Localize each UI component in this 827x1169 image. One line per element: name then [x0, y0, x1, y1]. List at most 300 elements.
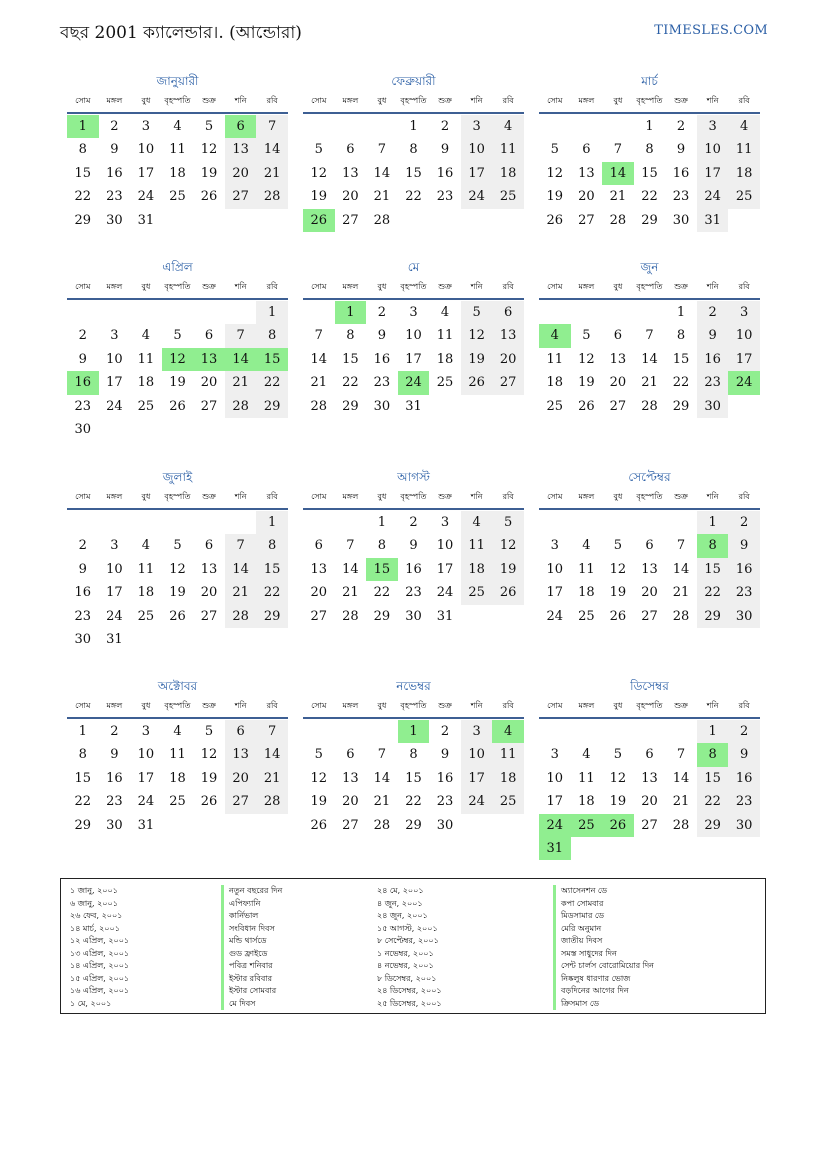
day-cell[interactable]: 22: [74, 189, 92, 205]
holiday-day-cell[interactable]: 26: [303, 209, 335, 232]
day-cell[interactable]: 20: [200, 585, 218, 601]
day-cell[interactable]: 24: [697, 185, 729, 208]
holiday-day-cell[interactable]: 6: [225, 115, 257, 138]
day-cell[interactable]: 16: [74, 585, 92, 601]
day-cell[interactable]: 2: [110, 724, 119, 739]
day-cell[interactable]: 28: [256, 790, 288, 813]
day-cell[interactable]: 22: [697, 581, 729, 604]
day-cell[interactable]: 7: [676, 747, 686, 763]
holiday-day-cell[interactable]: 16: [67, 371, 99, 394]
day-cell[interactable]: 17: [461, 162, 493, 185]
day-cell[interactable]: 14: [672, 561, 690, 577]
day-cell[interactable]: 21: [373, 189, 391, 205]
day-cell[interactable]: 8: [409, 747, 418, 763]
day-cell[interactable]: 15: [672, 351, 690, 367]
day-cell[interactable]: 30: [697, 395, 729, 418]
day-cell[interactable]: 5: [173, 538, 182, 554]
day-cell[interactable]: 31: [137, 817, 155, 833]
day-cell[interactable]: 20: [492, 348, 524, 371]
day-cell[interactable]: 25: [436, 375, 454, 391]
day-cell[interactable]: 20: [310, 585, 328, 601]
day-cell[interactable]: 25: [137, 608, 155, 624]
day-cell[interactable]: 19: [492, 558, 524, 581]
day-cell[interactable]: 30: [74, 421, 92, 437]
day-cell[interactable]: 18: [546, 375, 564, 391]
day-cell[interactable]: 14: [672, 770, 690, 786]
holiday-day-cell[interactable]: 15: [366, 558, 398, 581]
day-cell[interactable]: 6: [204, 328, 214, 344]
day-cell[interactable]: 13: [641, 561, 658, 577]
day-cell[interactable]: 1: [697, 511, 729, 534]
day-cell[interactable]: 9: [409, 538, 418, 554]
day-cell[interactable]: 27: [310, 608, 328, 624]
day-cell[interactable]: 2: [409, 515, 418, 530]
day-cell[interactable]: 1: [78, 724, 87, 739]
holiday-day-cell[interactable]: 14: [602, 162, 634, 185]
day-cell[interactable]: 29: [256, 605, 288, 628]
day-cell[interactable]: 10: [728, 324, 760, 347]
day-cell[interactable]: 2: [377, 305, 387, 320]
day-cell[interactable]: 7: [377, 142, 387, 158]
day-cell[interactable]: 10: [461, 743, 493, 766]
day-cell[interactable]: 20: [609, 375, 627, 391]
day-cell[interactable]: 17: [546, 585, 564, 601]
day-cell[interactable]: 28: [225, 605, 257, 628]
holiday-day-cell[interactable]: 31: [539, 837, 571, 860]
day-cell[interactable]: 8: [377, 538, 387, 554]
day-cell[interactable]: 6: [492, 301, 524, 324]
day-cell[interactable]: 29: [697, 605, 729, 628]
day-cell[interactable]: 13: [641, 770, 658, 786]
day-cell[interactable]: 24: [137, 794, 155, 810]
day-cell[interactable]: 15: [697, 558, 729, 581]
day-cell[interactable]: 2: [78, 328, 87, 344]
day-cell[interactable]: 10: [436, 538, 454, 554]
day-cell[interactable]: 4: [492, 115, 524, 138]
day-cell[interactable]: 2: [728, 511, 760, 534]
day-cell[interactable]: 5: [550, 142, 559, 158]
day-cell[interactable]: 11: [436, 328, 454, 344]
day-cell[interactable]: 13: [342, 165, 359, 181]
day-cell[interactable]: 6: [346, 142, 355, 158]
day-cell[interactable]: 11: [169, 142, 186, 158]
day-cell[interactable]: 14: [256, 743, 288, 766]
day-cell[interactable]: 7: [256, 115, 288, 138]
day-cell[interactable]: 3: [461, 720, 493, 743]
day-cell[interactable]: 25: [461, 581, 493, 604]
day-cell[interactable]: 18: [492, 767, 524, 790]
day-cell[interactable]: 6: [346, 747, 355, 763]
day-cell[interactable]: 9: [78, 351, 87, 367]
day-cell[interactable]: 30: [672, 212, 690, 228]
day-cell[interactable]: 23: [728, 790, 760, 813]
day-cell[interactable]: 17: [106, 585, 123, 601]
day-cell[interactable]: 11: [137, 351, 155, 367]
day-cell[interactable]: 21: [225, 581, 257, 604]
day-cell[interactable]: 22: [697, 790, 729, 813]
day-cell[interactable]: 25: [492, 790, 524, 813]
day-cell[interactable]: 2: [728, 720, 760, 743]
day-cell[interactable]: 24: [106, 608, 123, 624]
day-cell[interactable]: 27: [225, 790, 257, 813]
day-cell[interactable]: 15: [405, 165, 422, 181]
day-cell[interactable]: 18: [578, 585, 595, 601]
day-cell[interactable]: 23: [74, 608, 92, 624]
holiday-day-cell[interactable]: 8: [697, 534, 729, 557]
day-cell[interactable]: 7: [613, 142, 623, 158]
day-cell[interactable]: 26: [169, 608, 186, 624]
day-cell[interactable]: 19: [200, 770, 218, 786]
holiday-day-cell[interactable]: 14: [225, 348, 257, 371]
day-cell[interactable]: 10: [546, 770, 564, 786]
day-cell[interactable]: 6: [204, 538, 214, 554]
day-cell[interactable]: 30: [436, 817, 454, 833]
day-cell[interactable]: 29: [672, 398, 690, 414]
day-cell[interactable]: 14: [225, 558, 257, 581]
day-cell[interactable]: 24: [461, 790, 493, 813]
day-cell[interactable]: 30: [74, 631, 92, 647]
day-cell[interactable]: 8: [256, 324, 288, 347]
day-cell[interactable]: 16: [373, 351, 391, 367]
day-cell[interactable]: 1: [645, 119, 654, 134]
day-cell[interactable]: 9: [377, 328, 387, 344]
day-cell[interactable]: 20: [641, 585, 658, 601]
day-cell[interactable]: 24: [546, 608, 564, 624]
day-cell[interactable]: 20: [342, 794, 359, 810]
day-cell[interactable]: 8: [676, 328, 686, 344]
day-cell[interactable]: 4: [728, 115, 760, 138]
day-cell[interactable]: 16: [728, 558, 760, 581]
day-cell[interactable]: 20: [342, 189, 359, 205]
day-cell[interactable]: 5: [204, 119, 214, 134]
day-cell[interactable]: 21: [373, 794, 391, 810]
day-cell[interactable]: 6: [645, 747, 654, 763]
day-cell[interactable]: 3: [110, 538, 119, 554]
day-cell[interactable]: 22: [405, 189, 422, 205]
day-cell[interactable]: 7: [314, 328, 323, 344]
day-cell[interactable]: 15: [256, 558, 288, 581]
day-cell[interactable]: 14: [342, 561, 359, 577]
day-cell[interactable]: 17: [405, 351, 422, 367]
day-cell[interactable]: 10: [106, 351, 123, 367]
day-cell[interactable]: 18: [436, 351, 454, 367]
day-cell[interactable]: 12: [546, 165, 564, 181]
day-cell[interactable]: 15: [697, 767, 729, 790]
day-cell[interactable]: 11: [492, 138, 524, 161]
holiday-day-cell[interactable]: 1: [67, 115, 99, 138]
day-cell[interactable]: 5: [582, 328, 591, 344]
day-cell[interactable]: 5: [314, 747, 323, 763]
day-cell[interactable]: 31: [137, 212, 155, 228]
day-cell[interactable]: 24: [106, 398, 123, 414]
day-cell[interactable]: 28: [672, 608, 690, 624]
day-cell[interactable]: 20: [200, 375, 218, 391]
day-cell[interactable]: 16: [436, 165, 454, 181]
day-cell[interactable]: 9: [110, 747, 119, 763]
day-cell[interactable]: 20: [641, 794, 658, 810]
day-cell[interactable]: 26: [200, 189, 218, 205]
day-cell[interactable]: 3: [550, 747, 559, 763]
day-cell[interactable]: 18: [578, 794, 595, 810]
day-cell[interactable]: 16: [106, 165, 123, 181]
day-cell[interactable]: 23: [672, 189, 690, 205]
day-cell[interactable]: 4: [582, 538, 591, 554]
day-cell[interactable]: 6: [225, 720, 257, 743]
day-cell[interactable]: 26: [200, 794, 218, 810]
day-cell[interactable]: 25: [578, 608, 595, 624]
day-cell[interactable]: 4: [141, 538, 151, 554]
day-cell[interactable]: 10: [697, 138, 729, 161]
day-cell[interactable]: 17: [436, 561, 454, 577]
holiday-day-cell[interactable]: 24: [398, 371, 430, 394]
day-cell[interactable]: 5: [613, 538, 623, 554]
day-cell[interactable]: 17: [546, 794, 564, 810]
day-cell[interactable]: 9: [697, 324, 729, 347]
day-cell[interactable]: 30: [728, 814, 760, 837]
day-cell[interactable]: 29: [697, 814, 729, 837]
day-cell[interactable]: 5: [613, 747, 623, 763]
day-cell[interactable]: 7: [377, 747, 387, 763]
day-cell[interactable]: 11: [492, 743, 524, 766]
day-cell[interactable]: 29: [256, 395, 288, 418]
day-cell[interactable]: 5: [492, 511, 524, 534]
day-cell[interactable]: 13: [609, 351, 627, 367]
day-cell[interactable]: 7: [676, 538, 686, 554]
day-cell[interactable]: 17: [461, 767, 493, 790]
day-cell[interactable]: 28: [225, 395, 257, 418]
day-cell[interactable]: 1: [409, 119, 418, 134]
day-cell[interactable]: 13: [342, 770, 359, 786]
day-cell[interactable]: 11: [578, 561, 595, 577]
holiday-day-cell[interactable]: 1: [398, 720, 430, 743]
day-cell[interactable]: 12: [578, 351, 595, 367]
day-cell[interactable]: 1: [256, 301, 288, 324]
day-cell[interactable]: 20: [578, 189, 595, 205]
day-cell[interactable]: 23: [436, 794, 454, 810]
day-cell[interactable]: 11: [728, 138, 760, 161]
day-cell[interactable]: 3: [550, 538, 559, 554]
day-cell[interactable]: 22: [641, 189, 658, 205]
day-cell[interactable]: 1: [377, 515, 387, 530]
day-cell[interactable]: 26: [609, 608, 627, 624]
day-cell[interactable]: 28: [373, 212, 391, 228]
day-cell[interactable]: 16: [436, 770, 454, 786]
day-cell[interactable]: 13: [310, 561, 328, 577]
day-cell[interactable]: 28: [256, 185, 288, 208]
day-cell[interactable]: 7: [225, 324, 257, 347]
day-cell[interactable]: 12: [609, 770, 627, 786]
day-cell[interactable]: 10: [405, 328, 422, 344]
day-cell[interactable]: 9: [440, 747, 450, 763]
day-cell[interactable]: 26: [461, 371, 493, 394]
day-cell[interactable]: 25: [169, 189, 186, 205]
day-cell[interactable]: 2: [676, 119, 686, 134]
day-cell[interactable]: 7: [645, 328, 654, 344]
day-cell[interactable]: 14: [373, 770, 391, 786]
day-cell[interactable]: 17: [106, 375, 123, 391]
day-cell[interactable]: 29: [342, 398, 359, 414]
day-cell[interactable]: 21: [256, 767, 288, 790]
day-cell[interactable]: 17: [728, 348, 760, 371]
day-cell[interactable]: 2: [110, 119, 119, 134]
day-cell[interactable]: 25: [728, 185, 760, 208]
day-cell[interactable]: 13: [578, 165, 595, 181]
holiday-day-cell[interactable]: 1: [335, 301, 367, 324]
day-cell[interactable]: 24: [461, 185, 493, 208]
day-cell[interactable]: 5: [173, 328, 182, 344]
day-cell[interactable]: 29: [405, 817, 422, 833]
day-cell[interactable]: 10: [546, 561, 564, 577]
day-cell[interactable]: 30: [728, 605, 760, 628]
day-cell[interactable]: 17: [697, 162, 729, 185]
day-cell[interactable]: 25: [169, 794, 186, 810]
holiday-day-cell[interactable]: 24: [728, 371, 760, 394]
day-cell[interactable]: 23: [74, 398, 92, 414]
day-cell[interactable]: 17: [137, 770, 155, 786]
day-cell[interactable]: 30: [106, 817, 123, 833]
day-cell[interactable]: 8: [409, 142, 418, 158]
day-cell[interactable]: 9: [440, 142, 450, 158]
holiday-day-cell[interactable]: 4: [492, 720, 524, 743]
day-cell[interactable]: 23: [373, 375, 391, 391]
day-cell[interactable]: 27: [225, 185, 257, 208]
day-cell[interactable]: 5: [314, 142, 323, 158]
day-cell[interactable]: 24: [436, 585, 454, 601]
day-cell[interactable]: 22: [256, 581, 288, 604]
day-cell[interactable]: 9: [728, 743, 760, 766]
day-cell[interactable]: 12: [200, 747, 218, 763]
day-cell[interactable]: 9: [110, 142, 119, 158]
day-cell[interactable]: 4: [141, 328, 151, 344]
day-cell[interactable]: 19: [578, 375, 595, 391]
day-cell[interactable]: 19: [169, 585, 186, 601]
day-cell[interactable]: 15: [74, 165, 92, 181]
day-cell[interactable]: 4: [173, 119, 182, 134]
day-cell[interactable]: 20: [225, 162, 257, 185]
day-cell[interactable]: 12: [609, 561, 627, 577]
day-cell[interactable]: 11: [461, 534, 493, 557]
day-cell[interactable]: 11: [137, 561, 155, 577]
day-cell[interactable]: 19: [609, 794, 627, 810]
brand-link[interactable]: TIMESLES.COM: [654, 23, 768, 38]
day-cell[interactable]: 3: [697, 115, 729, 138]
day-cell[interactable]: 7: [256, 720, 288, 743]
day-cell[interactable]: 2: [697, 301, 729, 324]
day-cell[interactable]: 30: [373, 398, 391, 414]
day-cell[interactable]: 11: [546, 351, 564, 367]
day-cell[interactable]: 30: [106, 212, 123, 228]
day-cell[interactable]: 26: [169, 398, 186, 414]
day-cell[interactable]: 13: [492, 324, 524, 347]
day-cell[interactable]: 6: [645, 538, 654, 554]
day-cell[interactable]: 31: [405, 398, 422, 414]
day-cell[interactable]: 7: [346, 538, 355, 554]
day-cell[interactable]: 27: [609, 398, 627, 414]
day-cell[interactable]: 3: [409, 305, 418, 320]
day-cell[interactable]: 18: [492, 162, 524, 185]
holiday-day-cell[interactable]: 15: [256, 348, 288, 371]
day-cell[interactable]: 28: [310, 398, 328, 414]
day-cell[interactable]: 27: [641, 817, 658, 833]
day-cell[interactable]: 29: [74, 817, 92, 833]
day-cell[interactable]: 22: [405, 794, 422, 810]
day-cell[interactable]: 4: [582, 747, 591, 763]
day-cell[interactable]: 27: [200, 398, 218, 414]
day-cell[interactable]: 27: [492, 371, 524, 394]
day-cell[interactable]: 19: [200, 165, 218, 181]
day-cell[interactable]: 29: [74, 212, 92, 228]
day-cell[interactable]: 11: [169, 747, 186, 763]
day-cell[interactable]: 14: [256, 138, 288, 161]
day-cell[interactable]: 28: [609, 212, 627, 228]
day-cell[interactable]: 23: [106, 189, 123, 205]
day-cell[interactable]: 27: [641, 608, 658, 624]
day-cell[interactable]: 23: [697, 371, 729, 394]
day-cell[interactable]: 15: [641, 165, 658, 181]
day-cell[interactable]: 12: [169, 561, 186, 577]
day-cell[interactable]: 29: [373, 608, 391, 624]
day-cell[interactable]: 13: [225, 743, 257, 766]
day-cell[interactable]: 21: [609, 189, 627, 205]
day-cell[interactable]: 4: [461, 511, 493, 534]
day-cell[interactable]: 13: [225, 138, 257, 161]
day-cell[interactable]: 26: [310, 817, 328, 833]
day-cell[interactable]: 11: [578, 770, 595, 786]
day-cell[interactable]: 3: [141, 119, 151, 134]
day-cell[interactable]: 18: [169, 770, 186, 786]
day-cell[interactable]: 14: [641, 351, 658, 367]
day-cell[interactable]: 18: [137, 585, 155, 601]
holiday-day-cell[interactable]: 25: [571, 814, 603, 837]
holiday-day-cell[interactable]: 24: [539, 814, 571, 837]
day-cell[interactable]: 14: [310, 351, 328, 367]
holiday-day-cell[interactable]: 8: [697, 743, 729, 766]
day-cell[interactable]: 2: [78, 538, 87, 554]
day-cell[interactable]: 10: [137, 142, 155, 158]
day-cell[interactable]: 26: [578, 398, 595, 414]
day-cell[interactable]: 26: [546, 212, 564, 228]
holiday-day-cell[interactable]: 12: [162, 348, 194, 371]
day-cell[interactable]: 27: [342, 817, 359, 833]
day-cell[interactable]: 4: [173, 724, 182, 739]
day-cell[interactable]: 27: [342, 212, 359, 228]
day-cell[interactable]: 16: [672, 165, 690, 181]
day-cell[interactable]: 19: [546, 189, 564, 205]
day-cell[interactable]: 21: [672, 585, 690, 601]
day-cell[interactable]: 30: [405, 608, 422, 624]
day-cell[interactable]: 18: [728, 162, 760, 185]
day-cell[interactable]: 22: [342, 375, 359, 391]
day-cell[interactable]: 27: [578, 212, 595, 228]
day-cell[interactable]: 18: [461, 558, 493, 581]
day-cell[interactable]: 16: [106, 770, 123, 786]
day-cell[interactable]: 10: [137, 747, 155, 763]
day-cell[interactable]: 23: [405, 585, 422, 601]
holiday-day-cell[interactable]: 13: [193, 348, 225, 371]
day-cell[interactable]: 22: [256, 371, 288, 394]
day-cell[interactable]: 8: [78, 142, 87, 158]
day-cell[interactable]: 12: [461, 324, 493, 347]
day-cell[interactable]: 17: [137, 165, 155, 181]
day-cell[interactable]: 3: [728, 301, 760, 324]
day-cell[interactable]: 1: [676, 305, 686, 320]
day-cell[interactable]: 10: [461, 138, 493, 161]
day-cell[interactable]: 6: [613, 328, 623, 344]
day-cell[interactable]: 12: [310, 770, 328, 786]
day-cell[interactable]: 26: [492, 581, 524, 604]
day-cell[interactable]: 3: [141, 724, 151, 739]
day-cell[interactable]: 22: [373, 585, 391, 601]
